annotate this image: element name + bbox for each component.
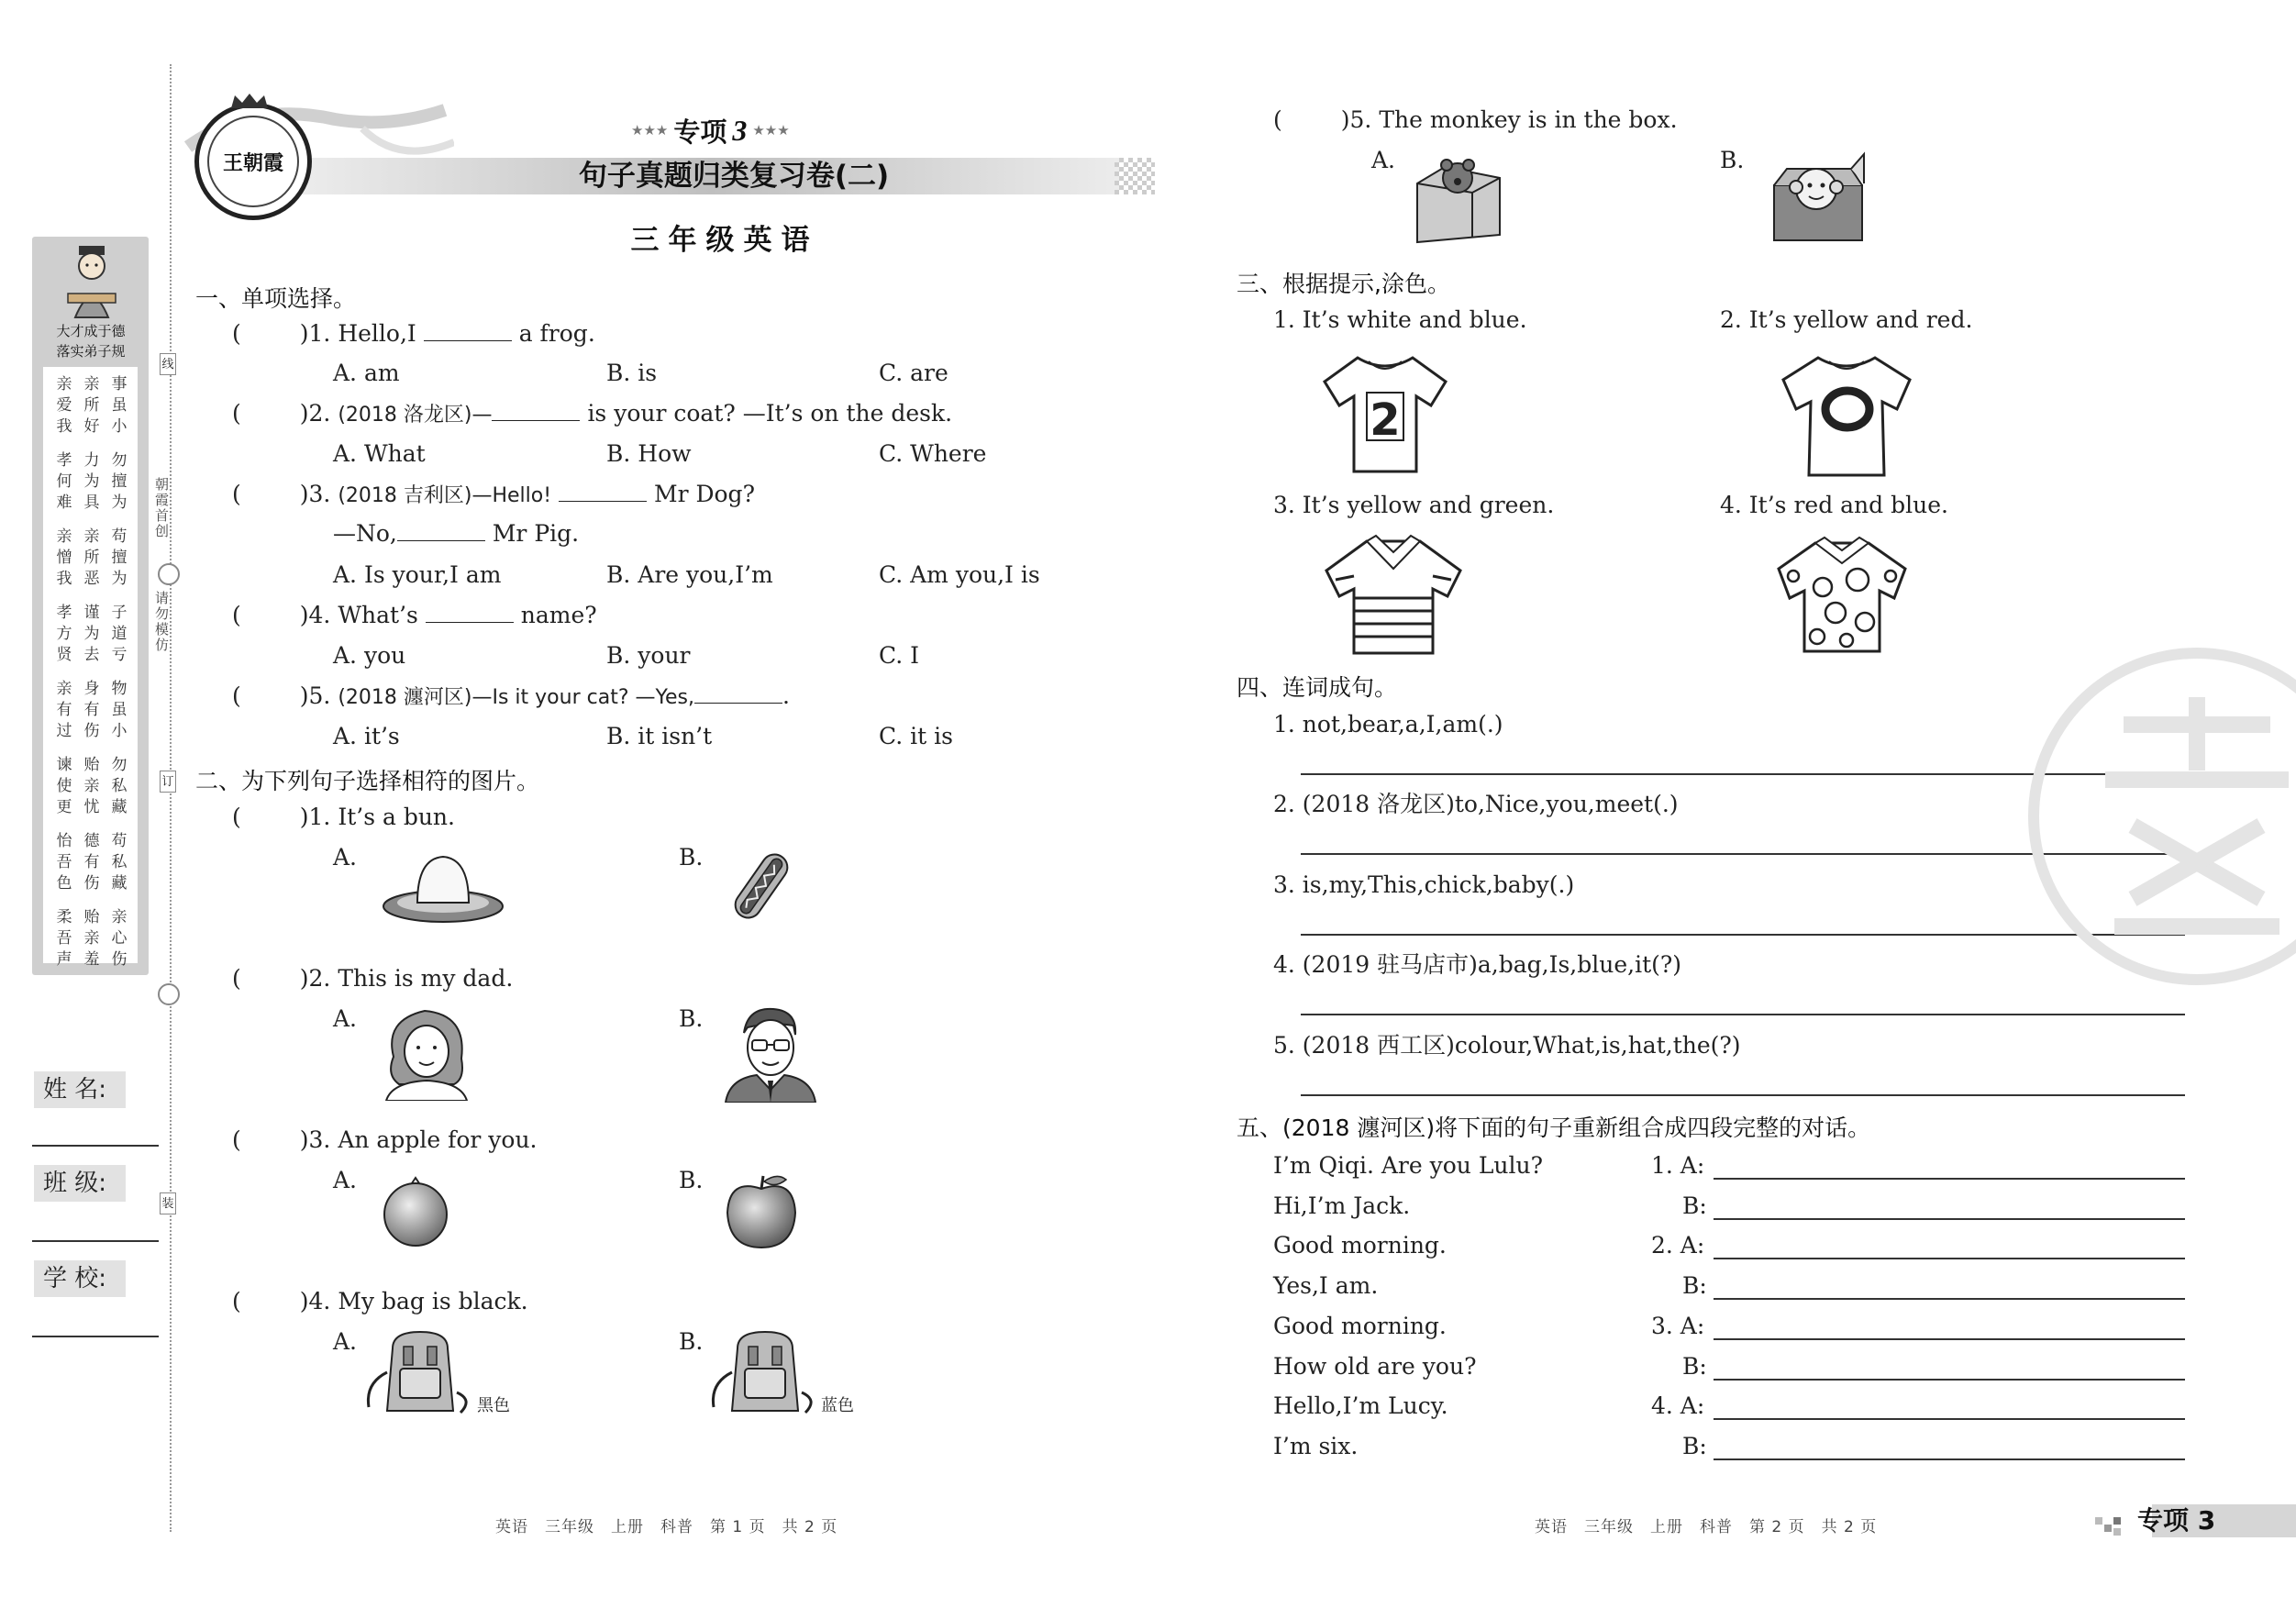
poem-char: 虽 (111, 396, 128, 415)
dialogue-sentence: How old are you? (1273, 1353, 1477, 1380)
p2-i3-label-b: B. (679, 1167, 704, 1193)
q3-blank-1[interactable] (559, 482, 647, 502)
paren-open: ( (232, 320, 241, 347)
q5-text-pre: (2018 瀍河区)—Is it your cat? —Yes, (338, 686, 694, 709)
part1-title: 一、单项选择。 (195, 285, 357, 312)
dialogue-answer-line[interactable] (1714, 1379, 2185, 1381)
poem-char: 谏 (56, 756, 72, 774)
poem-char: 小 (111, 722, 128, 740)
motto-line-1: 大才成于德 (56, 323, 126, 339)
p2-i4-label-a: A. (333, 1328, 358, 1355)
p2-i5-label-a: A. (1371, 147, 1396, 173)
part4-answer-line-5[interactable] (1301, 1094, 2185, 1096)
monkey-in-box-picture[interactable] (1769, 147, 1869, 248)
ring-icon (158, 983, 180, 1005)
poem-char: 亲 (83, 527, 100, 546)
binding-marker-1: 线 (160, 353, 176, 375)
dialogue-slot-label: B: (1682, 1272, 1707, 1299)
poem-char: 亲 (56, 680, 72, 698)
dialogue-slot-label: B: (1682, 1433, 1707, 1459)
poem-char: 亲 (56, 375, 72, 394)
shirt-dots-picture[interactable] (1775, 534, 1909, 657)
color-label-blue: 蓝色 (821, 1396, 854, 1415)
poem-char: 伤 (83, 874, 100, 893)
p2-i2-label-b: B. (679, 1005, 704, 1032)
poem-char: 过 (56, 722, 72, 740)
paren-open: ( (232, 1126, 241, 1153)
school-label: 学 校: (34, 1260, 126, 1297)
poem-char: 爱 (56, 396, 72, 415)
poem-char: 为 (83, 472, 100, 491)
dialogue-answer-line[interactable] (1714, 1218, 2185, 1220)
poem-char: 孝 (56, 451, 72, 470)
polo-stripes-picture[interactable] (1323, 532, 1464, 657)
q4-text-pre: What’s (338, 602, 418, 628)
paren-open: ( (232, 400, 241, 427)
part3-item3: 3. It’s yellow and green. (1273, 492, 1555, 518)
copyright-notice-1: 朝霞首创 (153, 477, 170, 539)
part1-q2: ( )2. (2018 洛龙区)— is your coat? —It’s on the desk. (232, 400, 953, 427)
poem-char: 苟 (111, 832, 128, 850)
poem-char: 贤 (56, 646, 72, 664)
q1-text-pre: Hello,I (338, 320, 416, 347)
part4-item5: 5. (2018 西工区)colour,What,is,hat,the(?) (1273, 1032, 1741, 1059)
poem-char: 亲 (56, 527, 72, 546)
watermark-seal (2023, 642, 2296, 991)
part5-title: 五、(2018 瀍河区)将下面的句子重新组合成四段完整的对话。 (1237, 1115, 1871, 1141)
poem-char: 私 (111, 853, 128, 871)
p2-i1-label-a: A. (333, 844, 358, 871)
class-label: 班 级: (34, 1165, 126, 1202)
name-field[interactable] (32, 1145, 159, 1147)
poem-char: 贻 (83, 756, 100, 774)
special-label: 专项 (673, 116, 727, 148)
q2-option-c[interactable]: C. Where (879, 440, 987, 467)
scholar-figure (55, 240, 128, 318)
poem-char: 亲 (83, 929, 100, 948)
part2-item4: ( )4. My bag is black. (232, 1288, 528, 1314)
dialogue-sentence: Yes,I am. (1273, 1272, 1379, 1299)
binding-marker-2: 订 (160, 771, 176, 793)
poem-char: 更 (56, 798, 72, 816)
q3-option-b[interactable]: B. Are you,I’m (606, 561, 773, 588)
poem-char: 伤 (111, 950, 128, 969)
part1-q3: ( )3. (2018 吉利区)—Hello! Mr Dog? (232, 481, 755, 507)
paren-open: ( (232, 804, 241, 830)
poem-char: 我 (56, 417, 72, 436)
q2-blank[interactable] (492, 402, 580, 421)
dialogue-answer-line[interactable] (1714, 1458, 2185, 1460)
poem-char: 我 (56, 570, 72, 588)
tshirt-number-picture[interactable] (1321, 349, 1449, 477)
part1-q3-line2 (333, 520, 579, 548)
q2-option-b[interactable]: B. How (606, 440, 692, 467)
poem-char: 使 (56, 777, 72, 795)
part3-title: 三、根据提示,涂色。 (1237, 271, 1450, 297)
poem-char: 憎 (56, 549, 72, 567)
part3-item4: 4. It’s red and blue. (1720, 492, 1948, 518)
part4-title: 四、连词成句。 (1237, 674, 1398, 701)
backpack-picture-a[interactable] (365, 1328, 475, 1416)
q5-text-post: . (782, 682, 790, 709)
dialogue-answer-line[interactable] (1714, 1418, 2185, 1420)
special-heading (631, 112, 790, 149)
q1-option-a[interactable]: A. am (333, 360, 400, 386)
paren-open: ( (232, 602, 241, 628)
part2-item5: ( )5. The monkey is in the box. (1273, 106, 1678, 133)
part2-item2: ( )2. This is my dad. (232, 965, 514, 992)
poem-char: 心 (111, 929, 128, 948)
q1-blank[interactable] (424, 322, 512, 341)
q3-line2-pre: —No, (333, 520, 397, 547)
paren-open: ( (1273, 106, 1282, 133)
part4-item4: 4. (2019 驻马店市)a,bag,Is,blue,it(?) (1273, 951, 1682, 978)
q4-text-post: name? (520, 602, 597, 628)
poem-char: 所 (83, 396, 100, 415)
poem-char: 吾 (56, 929, 72, 948)
orange-picture[interactable] (379, 1174, 452, 1248)
dialogue-sentence: Good morning. (1273, 1313, 1447, 1339)
q1-option-c[interactable]: C. are (879, 360, 948, 386)
q1-text-post: a frog. (518, 320, 595, 347)
poem-char: 所 (83, 549, 100, 567)
hat-picture[interactable] (379, 844, 507, 926)
poem-char: 有 (83, 853, 100, 871)
stars-left: ★★★ (631, 122, 669, 139)
part1-q5: ( )5. (2018 瀍河区)—Is it your cat? —Yes, . (232, 682, 790, 709)
part2-item1: ( )1. It’s a bun. (232, 804, 455, 830)
poem-char: 藏 (111, 798, 128, 816)
poem-char: 为 (111, 570, 128, 588)
poem-char: 事 (111, 375, 128, 394)
part3-item1: 1. It’s white and blue. (1273, 306, 1527, 333)
q1-option-b[interactable]: B. is (606, 360, 658, 386)
dialogue-slot-label: 4. A: (1651, 1392, 1705, 1419)
poem-char: 柔 (56, 908, 72, 926)
poem-char: 具 (83, 494, 100, 512)
poem-char: 为 (111, 494, 128, 512)
motto-line-2: 落实弟子规 (56, 343, 126, 360)
paren-open: ( (232, 965, 241, 992)
brand-logo (194, 103, 312, 220)
poem-char: 小 (111, 417, 128, 436)
poem-char: 为 (83, 625, 100, 643)
poem-char: 擅 (111, 472, 128, 491)
q5-option-c[interactable]: C. it is (879, 723, 953, 749)
dialogue-sentence: I’m Qiqi. Are you Lulu? (1273, 1152, 1544, 1179)
page-tab-label: 专项 3 (2137, 1505, 2216, 1536)
poem-char: 亏 (111, 646, 128, 664)
poem-char: 方 (56, 625, 72, 643)
name-label: 姓 名: (34, 1071, 126, 1108)
dialogue-sentence: Hello,I’m Lucy. (1273, 1392, 1448, 1419)
poem-char: 虽 (111, 701, 128, 719)
poem-grid (50, 374, 133, 983)
poem-char: 亲 (83, 375, 100, 394)
page-title: 句子真题归类复习卷(二) (578, 160, 890, 193)
page-subtitle: 三年级英语 (630, 224, 819, 257)
poem-char: 贻 (83, 908, 100, 926)
poem-char: 羞 (83, 950, 100, 969)
poem-char: 亲 (83, 777, 100, 795)
binding-marker-3: 装 (160, 1192, 176, 1214)
q2-option-a[interactable]: A. What (333, 440, 426, 467)
dialogue-slot-label: B: (1682, 1353, 1707, 1380)
dialogue-slot-label: 2. A: (1651, 1232, 1705, 1259)
poem-char: 道 (111, 625, 128, 643)
dialogue-answer-line[interactable] (1714, 1338, 2185, 1340)
q3-option-c[interactable]: C. Am you,I is (879, 561, 1040, 588)
dialogue-slot-label: B: (1682, 1192, 1707, 1219)
apple-picture[interactable] (720, 1170, 803, 1251)
poem-char: 德 (83, 832, 100, 850)
p2-i1-label-b: B. (679, 844, 704, 871)
part3-item2: 2. It’s yellow and red. (1720, 306, 1973, 333)
dialogue-sentence: I’m six. (1273, 1433, 1359, 1459)
part4-item2: 2. (2018 洛龙区)to,Nice,you,meet(.) (1273, 791, 1679, 817)
backpack-picture-b[interactable] (710, 1328, 820, 1416)
poem-char: 何 (56, 472, 72, 491)
poem-char: 去 (83, 646, 100, 664)
q2-text-pre: (2018 洛龙区)— (338, 404, 493, 427)
copyright-notice-2: 请勿模仿 (153, 591, 170, 653)
poem-char: 身 (83, 680, 100, 698)
p2-i5-label-b: B. (1720, 147, 1745, 173)
poem-char: 谨 (83, 604, 100, 622)
class-field[interactable] (32, 1240, 159, 1242)
woman-picture[interactable] (379, 1002, 474, 1101)
q2-text-post: is your coat? —It’s on the desk. (587, 400, 953, 427)
poem-char: 色 (56, 874, 72, 893)
q4-option-c[interactable]: C. I (879, 642, 920, 669)
poem-char: 孝 (56, 604, 72, 622)
q3-text-post: Mr Dog? (653, 481, 755, 507)
poem-char: 好 (83, 417, 100, 436)
paren-open: ( (232, 682, 241, 709)
bear-in-box-picture[interactable] (1408, 147, 1509, 248)
poem-char: 子 (111, 604, 128, 622)
poem-char: 伤 (83, 722, 100, 740)
part2-title: 二、为下列句子选择相符的图片。 (195, 768, 540, 794)
poem-char: 勿 (111, 451, 128, 470)
tab-squares-icon (2093, 1504, 2130, 1537)
q4-option-b[interactable]: B. your (606, 642, 691, 669)
poem-char: 物 (111, 680, 128, 698)
dialogue-answer-line[interactable] (1714, 1298, 2185, 1300)
p2-i2-label-a: A. (333, 1005, 358, 1032)
school-field[interactable] (32, 1336, 159, 1337)
hotdog-picture[interactable] (720, 842, 803, 930)
q4-option-a[interactable]: A. you (333, 642, 406, 669)
dialogue-sentence: Hi,I’m Jack. (1273, 1192, 1411, 1219)
poem-char: 难 (56, 494, 72, 512)
poem-char: 有 (56, 701, 72, 719)
shirt-number: 2 (1370, 394, 1401, 446)
man-picture[interactable] (720, 1002, 821, 1103)
part1-q4: ( )4. What’s name? (232, 602, 597, 628)
poem-char: 吾 (56, 853, 72, 871)
dialogue-slot-label: 1. A: (1651, 1152, 1705, 1179)
poem-char: 苟 (111, 527, 128, 546)
poem-char: 力 (83, 451, 100, 470)
poem-char: 亲 (111, 908, 128, 926)
footer-right: 英语 三年级 上册 科普 第 2 页 共 2 页 (1535, 1518, 1878, 1536)
dialogue-sentence: Good morning. (1273, 1232, 1447, 1259)
part1-q1: ( )1. Hello,I a frog. (232, 320, 595, 347)
p2-i4-label-b: B. (679, 1328, 704, 1355)
logo-text: 王朝霞 (222, 151, 283, 175)
part2-item3: ( )3. An apple for you. (232, 1126, 538, 1153)
tshirt-circle-picture[interactable] (1778, 347, 1915, 484)
paren-open: ( (232, 1288, 241, 1314)
q3-text-pre: (2018 吉利区)—Hello! (338, 484, 552, 507)
paren-open: ( (232, 481, 241, 507)
q5-option-a[interactable]: A. it’s (333, 723, 400, 749)
part4-item1: 1. not,bear,a,I,am(.) (1273, 711, 1503, 738)
special-number: 3 (732, 113, 748, 147)
q5-option-b[interactable]: B. it isn’t (606, 723, 713, 749)
poem-char: 擅 (111, 549, 128, 567)
poem-char: 忧 (83, 798, 100, 816)
stars-right: ★★★ (752, 122, 790, 139)
dialogue-answer-line[interactable] (1714, 1178, 2185, 1180)
q3-option-a[interactable]: A. Is your,I am (333, 561, 502, 588)
footer-left: 英语 三年级 上册 科普 第 1 页 共 2 页 (495, 1518, 838, 1536)
poem-char: 恶 (83, 570, 100, 588)
dialogue-answer-line[interactable] (1714, 1258, 2185, 1259)
poem-char: 声 (56, 950, 72, 969)
poem-char: 怡 (56, 832, 72, 850)
part4-answer-line-4[interactable] (1301, 1014, 2185, 1015)
ring-icon (158, 563, 180, 585)
q4-blank[interactable] (426, 604, 514, 623)
ribbon-pattern (1115, 158, 1155, 194)
logo-crown-icon (229, 92, 270, 110)
binding-line (170, 64, 172, 1532)
poem-char: 藏 (111, 874, 128, 893)
dialogue-slot-label: 3. A: (1651, 1313, 1705, 1339)
p2-i3-label-a: A. (333, 1167, 358, 1193)
color-label-black: 黑色 (477, 1396, 510, 1415)
poem-char: 勿 (111, 756, 128, 774)
poem-char: 私 (111, 777, 128, 795)
poem-char: 有 (83, 701, 100, 719)
q3-line2-post: Mr Pig. (492, 520, 580, 547)
part4-item3: 3. is,my,This,chick,baby(.) (1273, 871, 1575, 898)
q5-blank[interactable] (694, 684, 782, 704)
q3-blank-2[interactable] (397, 522, 485, 541)
